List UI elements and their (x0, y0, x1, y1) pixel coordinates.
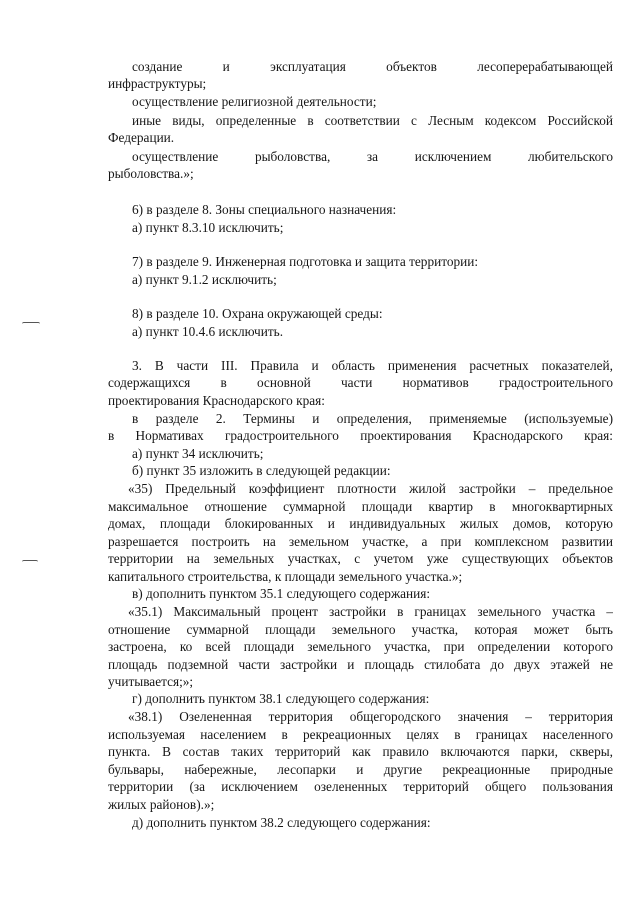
text-line: д) дополнить пунктом 38.2 следующего содержания: (132, 815, 431, 830)
text-line: 7) в разделе 9. Инженерная подготовка и защита территории: (132, 254, 479, 269)
text-line: «35.1) Максимальный процент застройки в границах земельного участка – (128, 604, 613, 619)
text-line: б) пункт 35 изложить в следующей редакции: (132, 463, 391, 478)
margin-scan-mark (22, 322, 40, 324)
text-line: разрешается построить на земельном участке, а при комплексном развитии (108, 534, 613, 549)
text-line: жилых районов).»; (108, 797, 215, 812)
text-line: пункта. В состав таких территорий как правило включаются парки, скверы, (108, 744, 613, 759)
text-line: учитывается;»; (108, 674, 194, 689)
text-line: а) пункт 34 исключить; (132, 446, 264, 461)
text-line: а) пункт 10.4.6 исключить. (132, 324, 284, 339)
text-line: 8) в разделе 10. Охрана окружающей среды: (132, 306, 383, 321)
text-line: территории на земельных участках, с учетом уже существующих объектов (108, 551, 613, 566)
text-line: максимальное отношение суммарной площади квартир в многоквартирных (108, 499, 613, 514)
text-line: Федерации. (108, 130, 175, 145)
text-line: осуществление религиозной деятельности; (132, 94, 377, 109)
text-line: иные виды, определенные в соответствии с Лесным кодексом Российской (132, 113, 613, 128)
text-line: площадь подземной части застройки и площадь стилобата до двух этажей не (108, 657, 613, 672)
text-line: осуществление рыболовства, за исключением любительского (132, 149, 613, 164)
text-line: 3. В части III. Правила и область применения расчетных показателей, (132, 358, 613, 373)
text-line: домах, площади блокированных и индивидуальных жилых домов, которую (108, 516, 613, 531)
margin-scan-mark (22, 560, 38, 562)
text-line: бульвары, набережные, лесопарки и другие рекреационные природные (108, 762, 613, 777)
text-line: в разделе 2. Термины и определения, применяемые (используемые) (132, 411, 613, 426)
text-line: в Нормативах градостроительного проектирования Краснодарского края: (108, 428, 613, 443)
text-line: застроена, ко всей площади земельного участка, при определении которого (108, 639, 613, 654)
text-line: 6) в разделе 8. Зоны специального назначения: (132, 202, 397, 217)
text-line: а) пункт 8.3.10 исключить; (132, 220, 284, 235)
text-line: «38.1) Озелененная территория общегородского значения – территория (128, 709, 613, 724)
text-line: содержащихся в основной части нормативов градостроительного (108, 375, 613, 390)
text-line: проектирования Краснодарского края: (108, 393, 325, 408)
text-line: капитального строительства, к площади земельного участка.»; (108, 569, 463, 584)
text-line: используемая населением в рекреационных целях в границах населенного (108, 727, 613, 742)
text-line: «35) Предельный коэффициент плотности жилой застройки – предельное (128, 481, 613, 496)
text-line: г) дополнить пунктом 38.1 следующего содержания: (132, 691, 430, 706)
text-line: а) пункт 9.1.2 исключить; (132, 272, 277, 287)
text-line: отношение суммарной площади земельного участка, которая может быть (108, 622, 613, 637)
text-line: территории (за исключением озелененных территорий общего пользования (108, 779, 613, 794)
text-line: инфраструктуры; (108, 76, 207, 91)
text-line: рыболовства.»; (108, 166, 194, 181)
text-line: в) дополнить пунктом 35.1 следующего содержания: (132, 586, 431, 601)
text-line: создание и эксплуатация объектов лесоперерабатывающей (132, 59, 613, 74)
